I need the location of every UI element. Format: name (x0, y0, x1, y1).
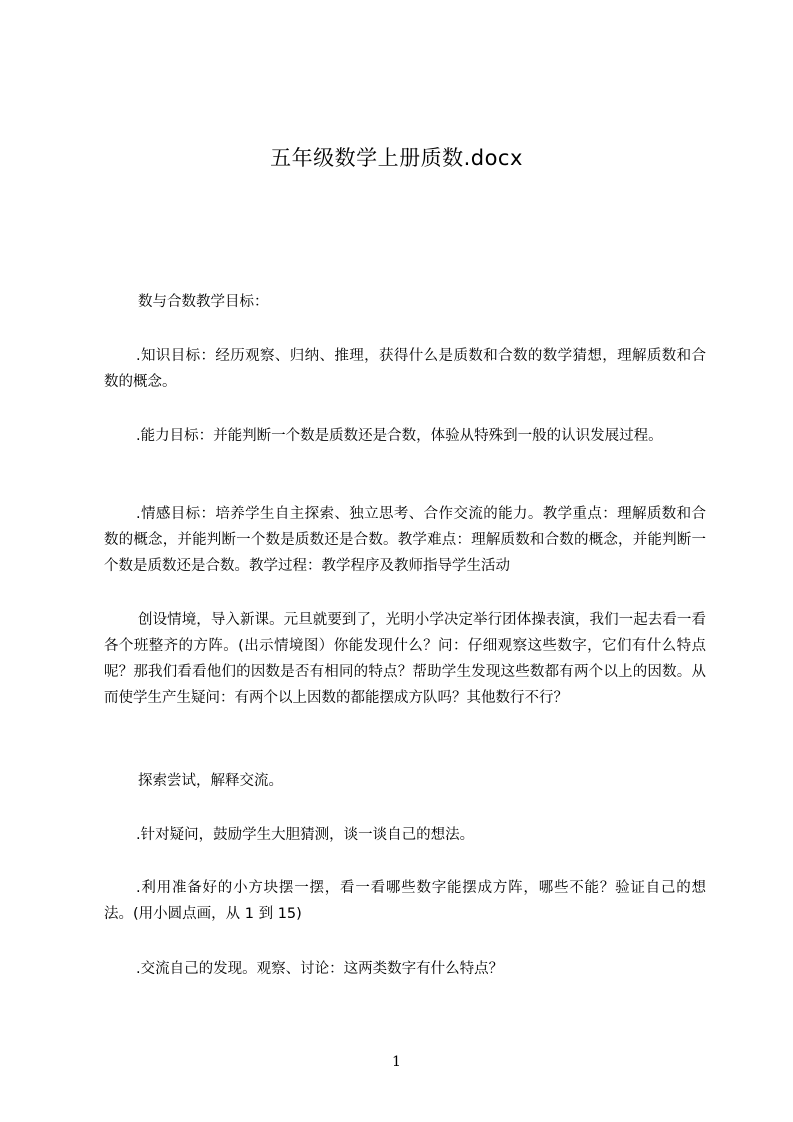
paragraph-ability-goal: .能力目标：并能判断一个数是质数还是合数，体验从特殊到一般的认识发展过程。 (136, 428, 663, 444)
paragraph-knowledge-goal: .知识目标：经历观察、归纳、推理，获得什么是质数和合数的数学猜想，理解质数和合数的概念。 (104, 348, 706, 390)
paragraph-discuss: .交流自己的发现。观察、讨论：这两类数字有什么特点？ (136, 961, 504, 977)
page-number: 1 (392, 1054, 401, 1070)
paragraph-scenario-intro: 创设情境，导入新课。元旦就要到了，光明小学决定举行团体操表演，我们一起去看一看各个班整齐的方阵。(出示情境图）你能发现什么？问：仔细观察这些数字，它们有什么特点呢？那我们看看他们的因数是否有相同的特点？帮助学生发现这些数都有两个以上的因数。从而使学生产生疑问：有两个以上因数的都能摆成方队吗？其他数行不行？ (104, 612, 706, 706)
paragraph-explore-heading: 探索尝试，解释交流。 (138, 773, 283, 789)
paragraph-teaching-goals-heading: 数与合数教学目标： (138, 294, 269, 310)
paragraph-guess: .针对疑问，鼓励学生大胆猜测，谈一谈自己的想法。 (136, 827, 475, 843)
document-title: 五年级数学上册质数.docx (270, 146, 523, 170)
paragraph-emotion-goal: .情感目标：培养学生自主探索、独立思考、合作交流的能力。教学重点：理解质数和合数的概念，并能判断一个数是质数还是合数。教学难点：理解质数和合数的概念，并能判断一个数是质数还是合数。教学过程：教学程序及教师指导学生活动 (104, 506, 706, 574)
paragraph-blocks: .利用准备好的小方块摆一摆，看一看哪些数字能摆成方阵，哪些不能？验证自己的想法。(用小圆点画，从 1 到 15) (104, 880, 706, 922)
